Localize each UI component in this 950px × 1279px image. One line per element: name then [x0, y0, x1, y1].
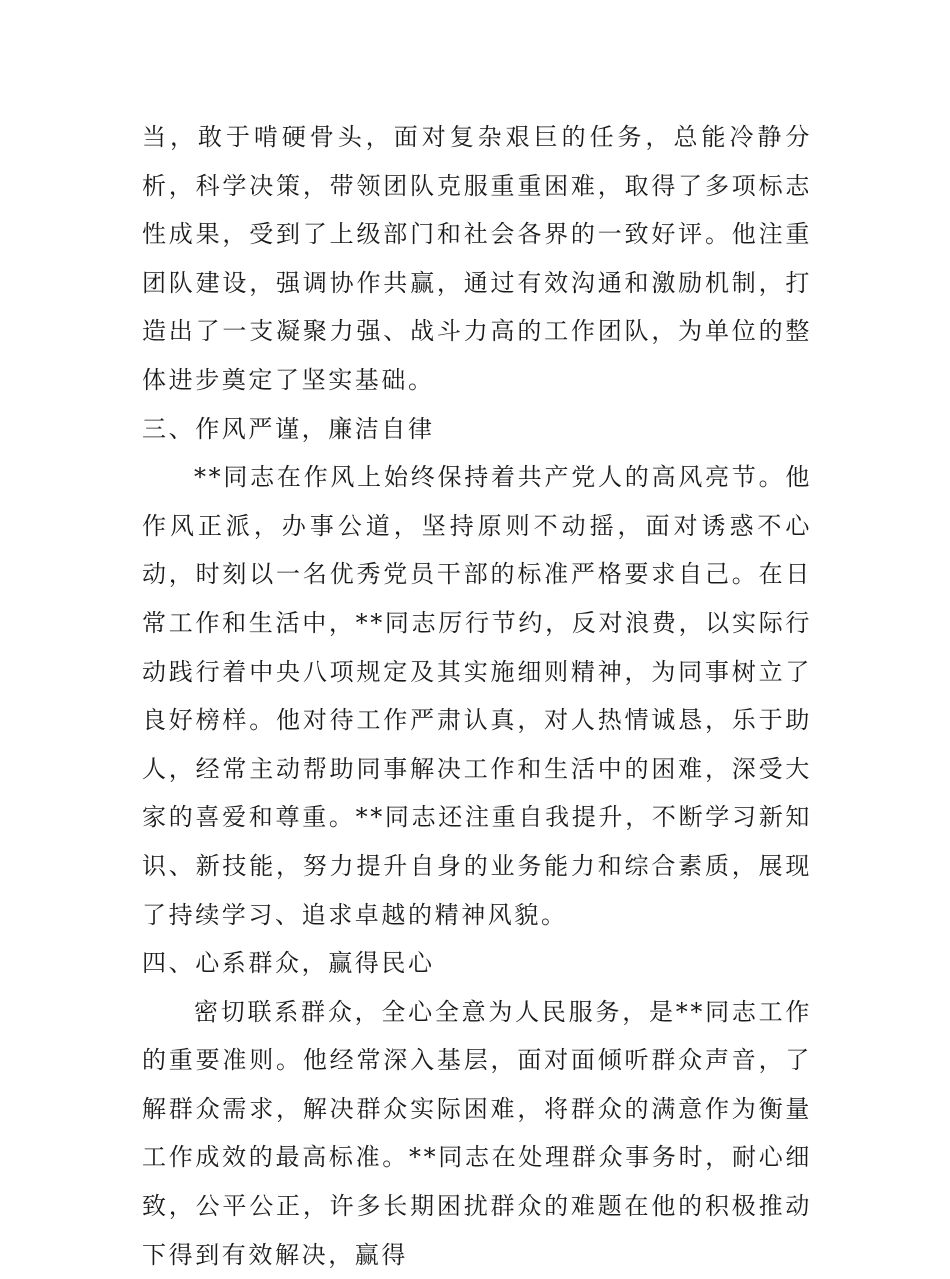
paragraph-continued: 当，敢于啃硬骨头，面对复杂艰巨的任务，总能冷静分析，科学决策，带领团队克服重重困难，取得了多项标志性成果，受到了上级部门和社会各界的一致好评。他注重团队建设，强调协作共赢，通过有效沟通和激励机制，打造出了一支凝聚力强、战斗力高的工作团队，为单位的整体进步奠定了坚实基础。: [142, 123, 812, 394]
document-body: [142, 113, 812, 1279]
section-heading-3: 三、作风严谨，廉洁自律: [142, 414, 435, 443]
paragraph-section-4: 密切联系群众，全心全意为人民服务，是**同志工作的重要准则。他经常深入基层，面对面倾听群众声音，了解群众需求，解决群众实际困难，将群众的满意作为衡量工作成效的最高标准。**同志在处理群众事务时，耐心细致，公平公正，许多长期困扰群众的难题在他的积极推动下得到有效解决，赢得: [142, 997, 812, 1269]
section-heading-4: 四、心系群众，赢得民心: [142, 949, 435, 978]
paragraph-section-3: **同志在作风上始终保持着共产党人的高风亮节。他作风正派，办事公道，坚持原则不动摇，面对诱惑不心动，时刻以一名优秀党员干部的标准严格要求自己。在日常工作和生活中，**同志厉行节约，反对浪费，以实际行动践行着中央八项规定及其实施细则精神，为同事树立了良好榜样。他对待工作严肃认真，对人热情诚恳，乐于助人，经常主动帮助同事解决工作和生活中的困难，深受大家的喜爱和尊重。**同志还注重自我提升，不断学习新知识、新技能，努力提升自身的业务能力和综合素质，展现了持续学习、追求卓越的精神风貌。: [142, 463, 812, 929]
